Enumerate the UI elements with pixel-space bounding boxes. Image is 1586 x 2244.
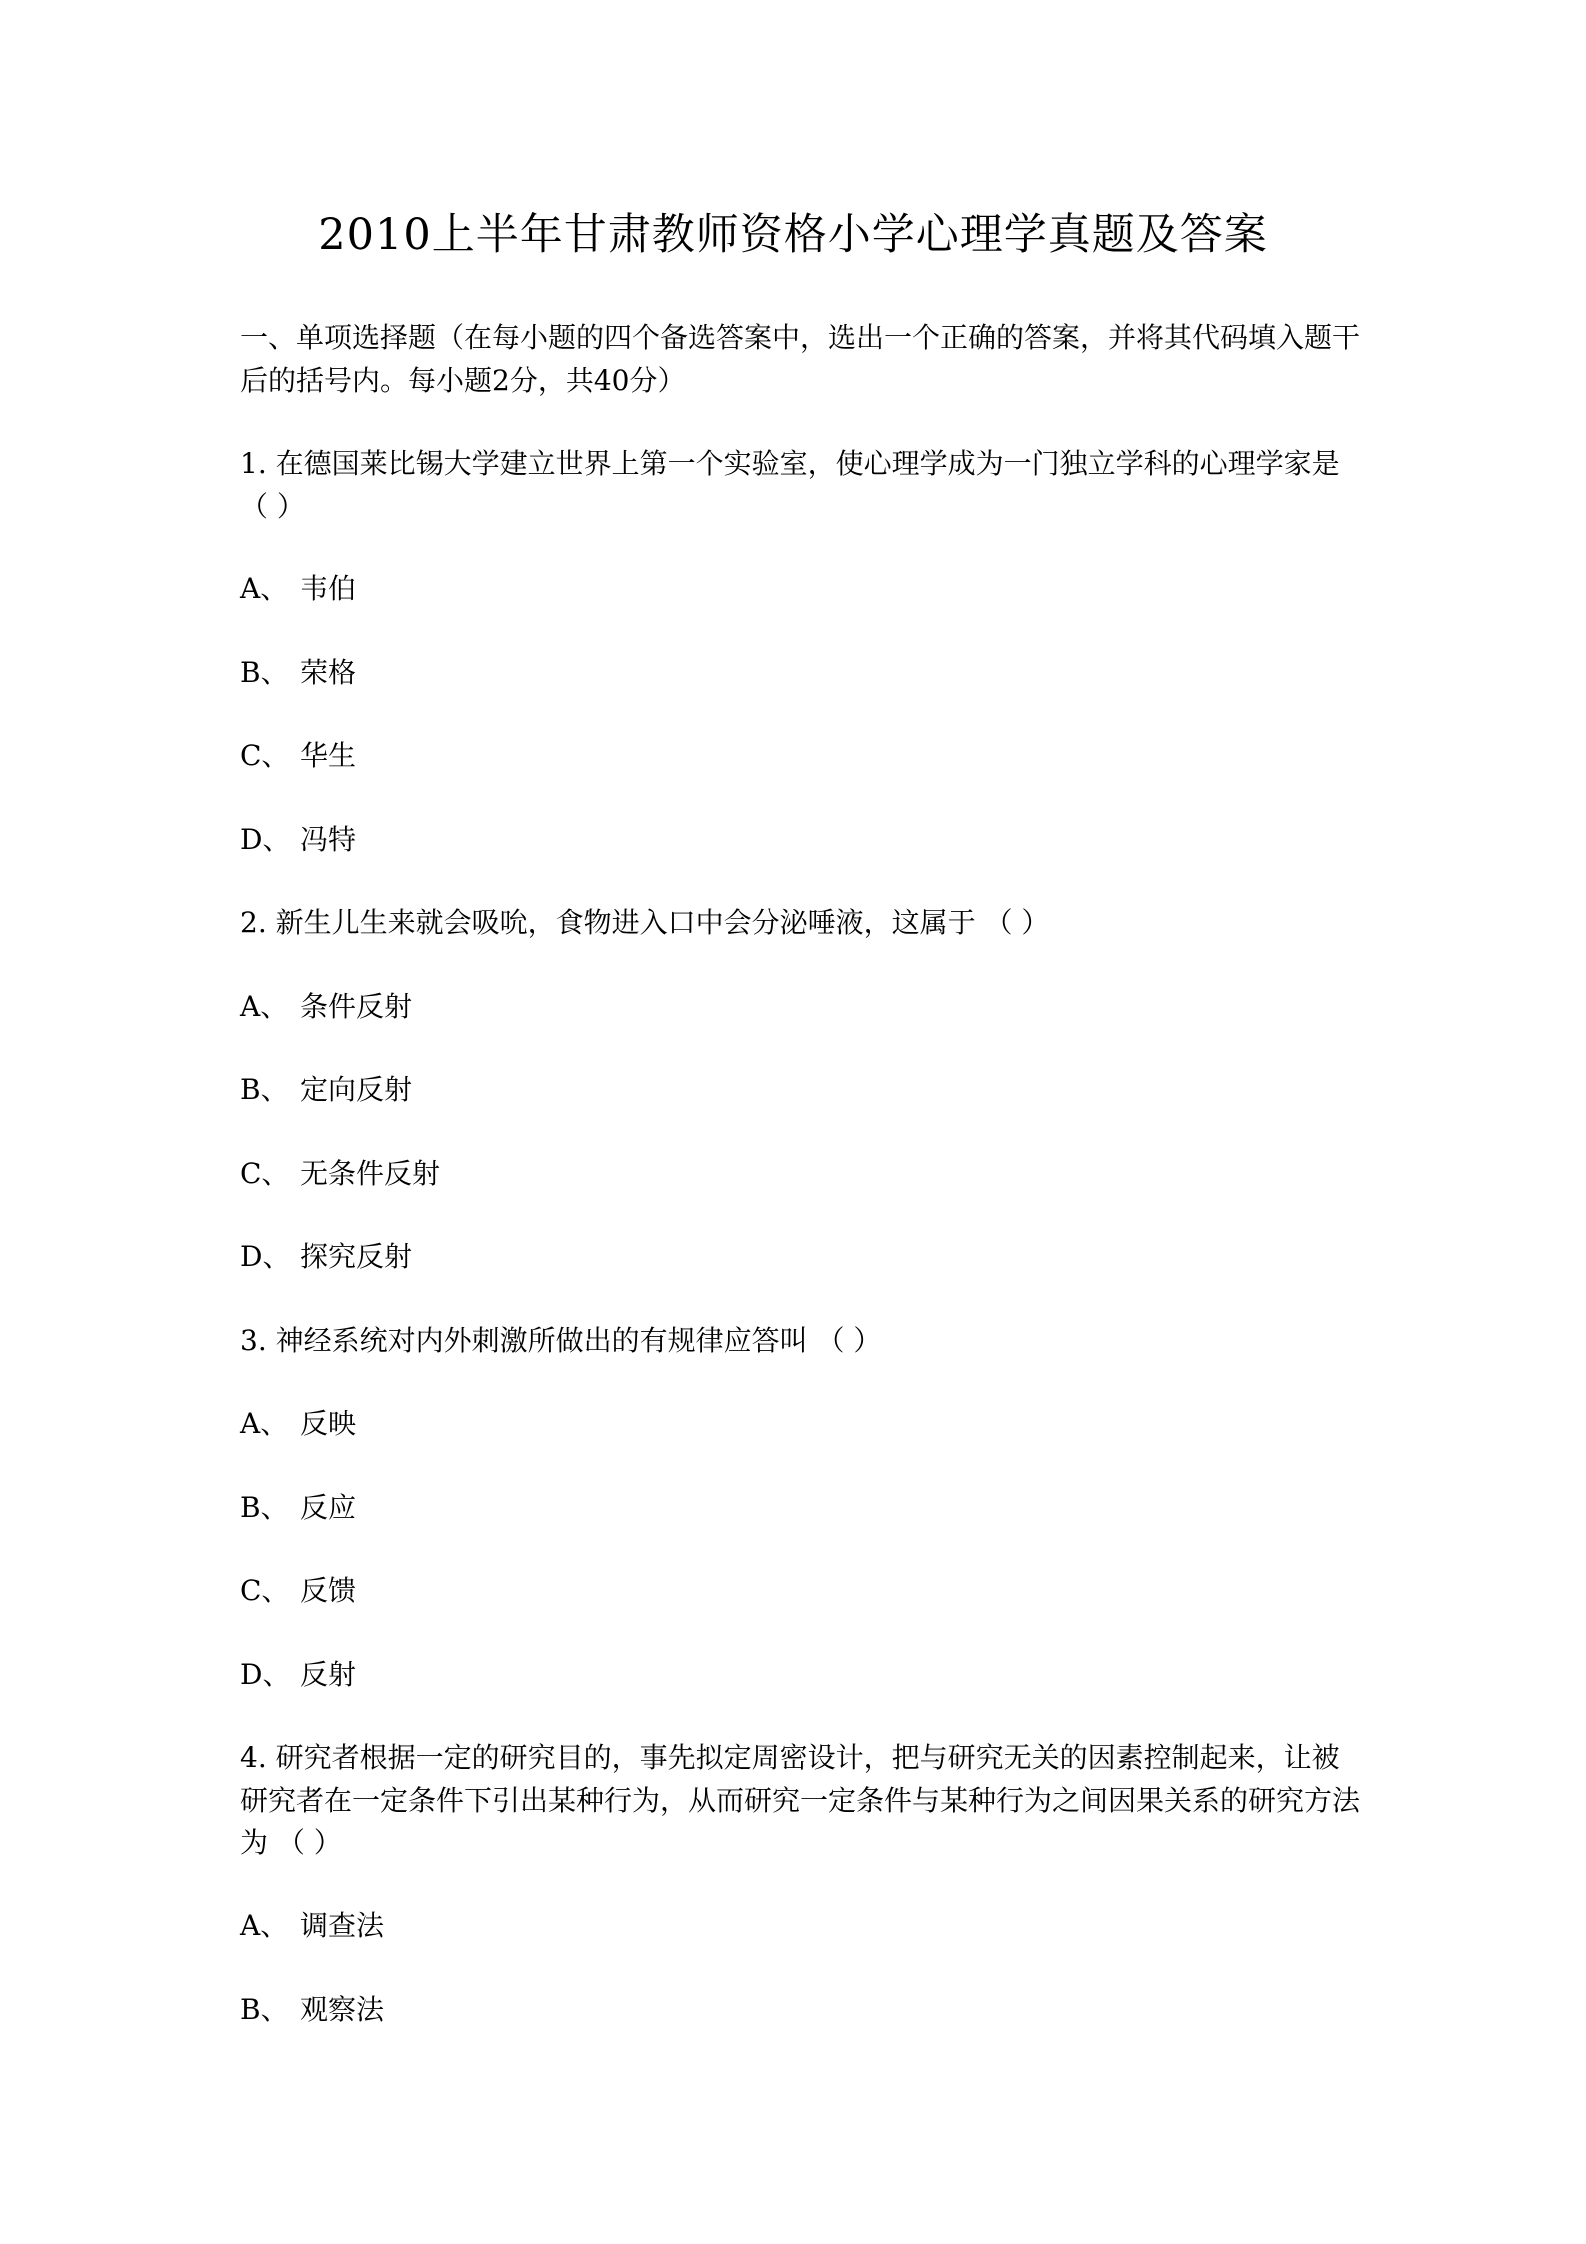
option-text: 荣格 xyxy=(300,656,357,689)
question-1-stem-line-2: （ ） xyxy=(240,490,305,523)
option-letter: C、 xyxy=(240,1157,290,1190)
question-1-option-c xyxy=(240,735,1360,777)
option-text: 定向反射 xyxy=(300,1073,413,1106)
option-text: 观察法 xyxy=(300,1993,385,2026)
question-3-option-c xyxy=(240,1570,1360,1612)
question-2-option-d xyxy=(240,1236,1360,1278)
option-text: 无条件反射 xyxy=(300,1157,441,1190)
option-text: 条件反射 xyxy=(300,990,413,1023)
option-letter: B、 xyxy=(240,1491,289,1524)
question-1-stem-line-1: 1. 在德国莱比锡大学建立世界上第一个实验室，使心理学成为一门独立学科的心理学家是 xyxy=(240,447,1340,480)
option-text: 反应 xyxy=(300,1491,357,1524)
question-4-option-a xyxy=(240,1905,1360,1947)
option-letter: B、 xyxy=(240,656,289,689)
question-2-option-a xyxy=(240,986,1360,1028)
question-2-stem-line-1: 2. 新生儿生来就会吸吮，食物进入口中会分泌唾液，这属于 （ ） xyxy=(240,906,1050,939)
option-letter: B、 xyxy=(240,1073,289,1106)
section-instruction-line-1: 一、单项选择题（在每小题的四个备选答案中，选出一个正确的答案，并将其代码填入题干 xyxy=(240,321,1361,354)
option-text: 华生 xyxy=(300,739,357,772)
option-letter: D、 xyxy=(240,823,291,856)
option-letter: D、 xyxy=(240,1658,291,1691)
section-instruction-line-2: 后的括号内。每小题2分，共40分） xyxy=(240,364,686,397)
question-4-stem-line-3: 为 （ ） xyxy=(240,1826,342,1859)
question-4-stem-line-1: 4. 研究者根据一定的研究目的，事先拟定周密设计，把与研究无关的因素控制起来，让被 xyxy=(240,1741,1340,1774)
option-text: 调查法 xyxy=(300,1909,385,1942)
question-3-option-d xyxy=(240,1654,1360,1696)
question-2-option-b xyxy=(240,1069,1360,1111)
question-3-stem-line-1: 3. 神经系统对内外刺激所做出的有规律应答叫 （ ） xyxy=(240,1324,882,1357)
question-3-option-b xyxy=(240,1487,1360,1529)
option-letter: A、 xyxy=(240,1407,289,1440)
option-letter: A、 xyxy=(240,990,289,1023)
question-1-option-d xyxy=(240,819,1360,861)
option-text: 韦伯 xyxy=(300,572,357,605)
option-text: 探究反射 xyxy=(300,1240,413,1273)
question-4-option-b xyxy=(240,1989,1360,2031)
option-letter: A、 xyxy=(240,1909,289,1942)
option-text: 冯特 xyxy=(300,823,357,856)
option-text: 反射 xyxy=(300,1658,357,1691)
option-text: 反映 xyxy=(300,1407,357,1440)
question-3-option-a xyxy=(240,1403,1360,1445)
question-1-option-a xyxy=(240,568,1360,610)
option-letter: B、 xyxy=(240,1993,289,2026)
question-4-stem-line-2: 研究者在一定条件下引出某种行为，从而研究一定条件与某种行为之间因果关系的研究方法 xyxy=(240,1784,1361,1817)
option-letter: A、 xyxy=(240,572,289,605)
option-text: 反馈 xyxy=(300,1574,357,1607)
document-title: 2010上半年甘肃教师资格小学心理学真题及答案 xyxy=(318,210,1268,260)
option-letter: C、 xyxy=(240,1574,290,1607)
option-letter: C、 xyxy=(240,739,290,772)
option-letter: D、 xyxy=(240,1240,291,1273)
question-1-option-b xyxy=(240,652,1360,694)
question-2-option-c xyxy=(240,1153,1360,1195)
